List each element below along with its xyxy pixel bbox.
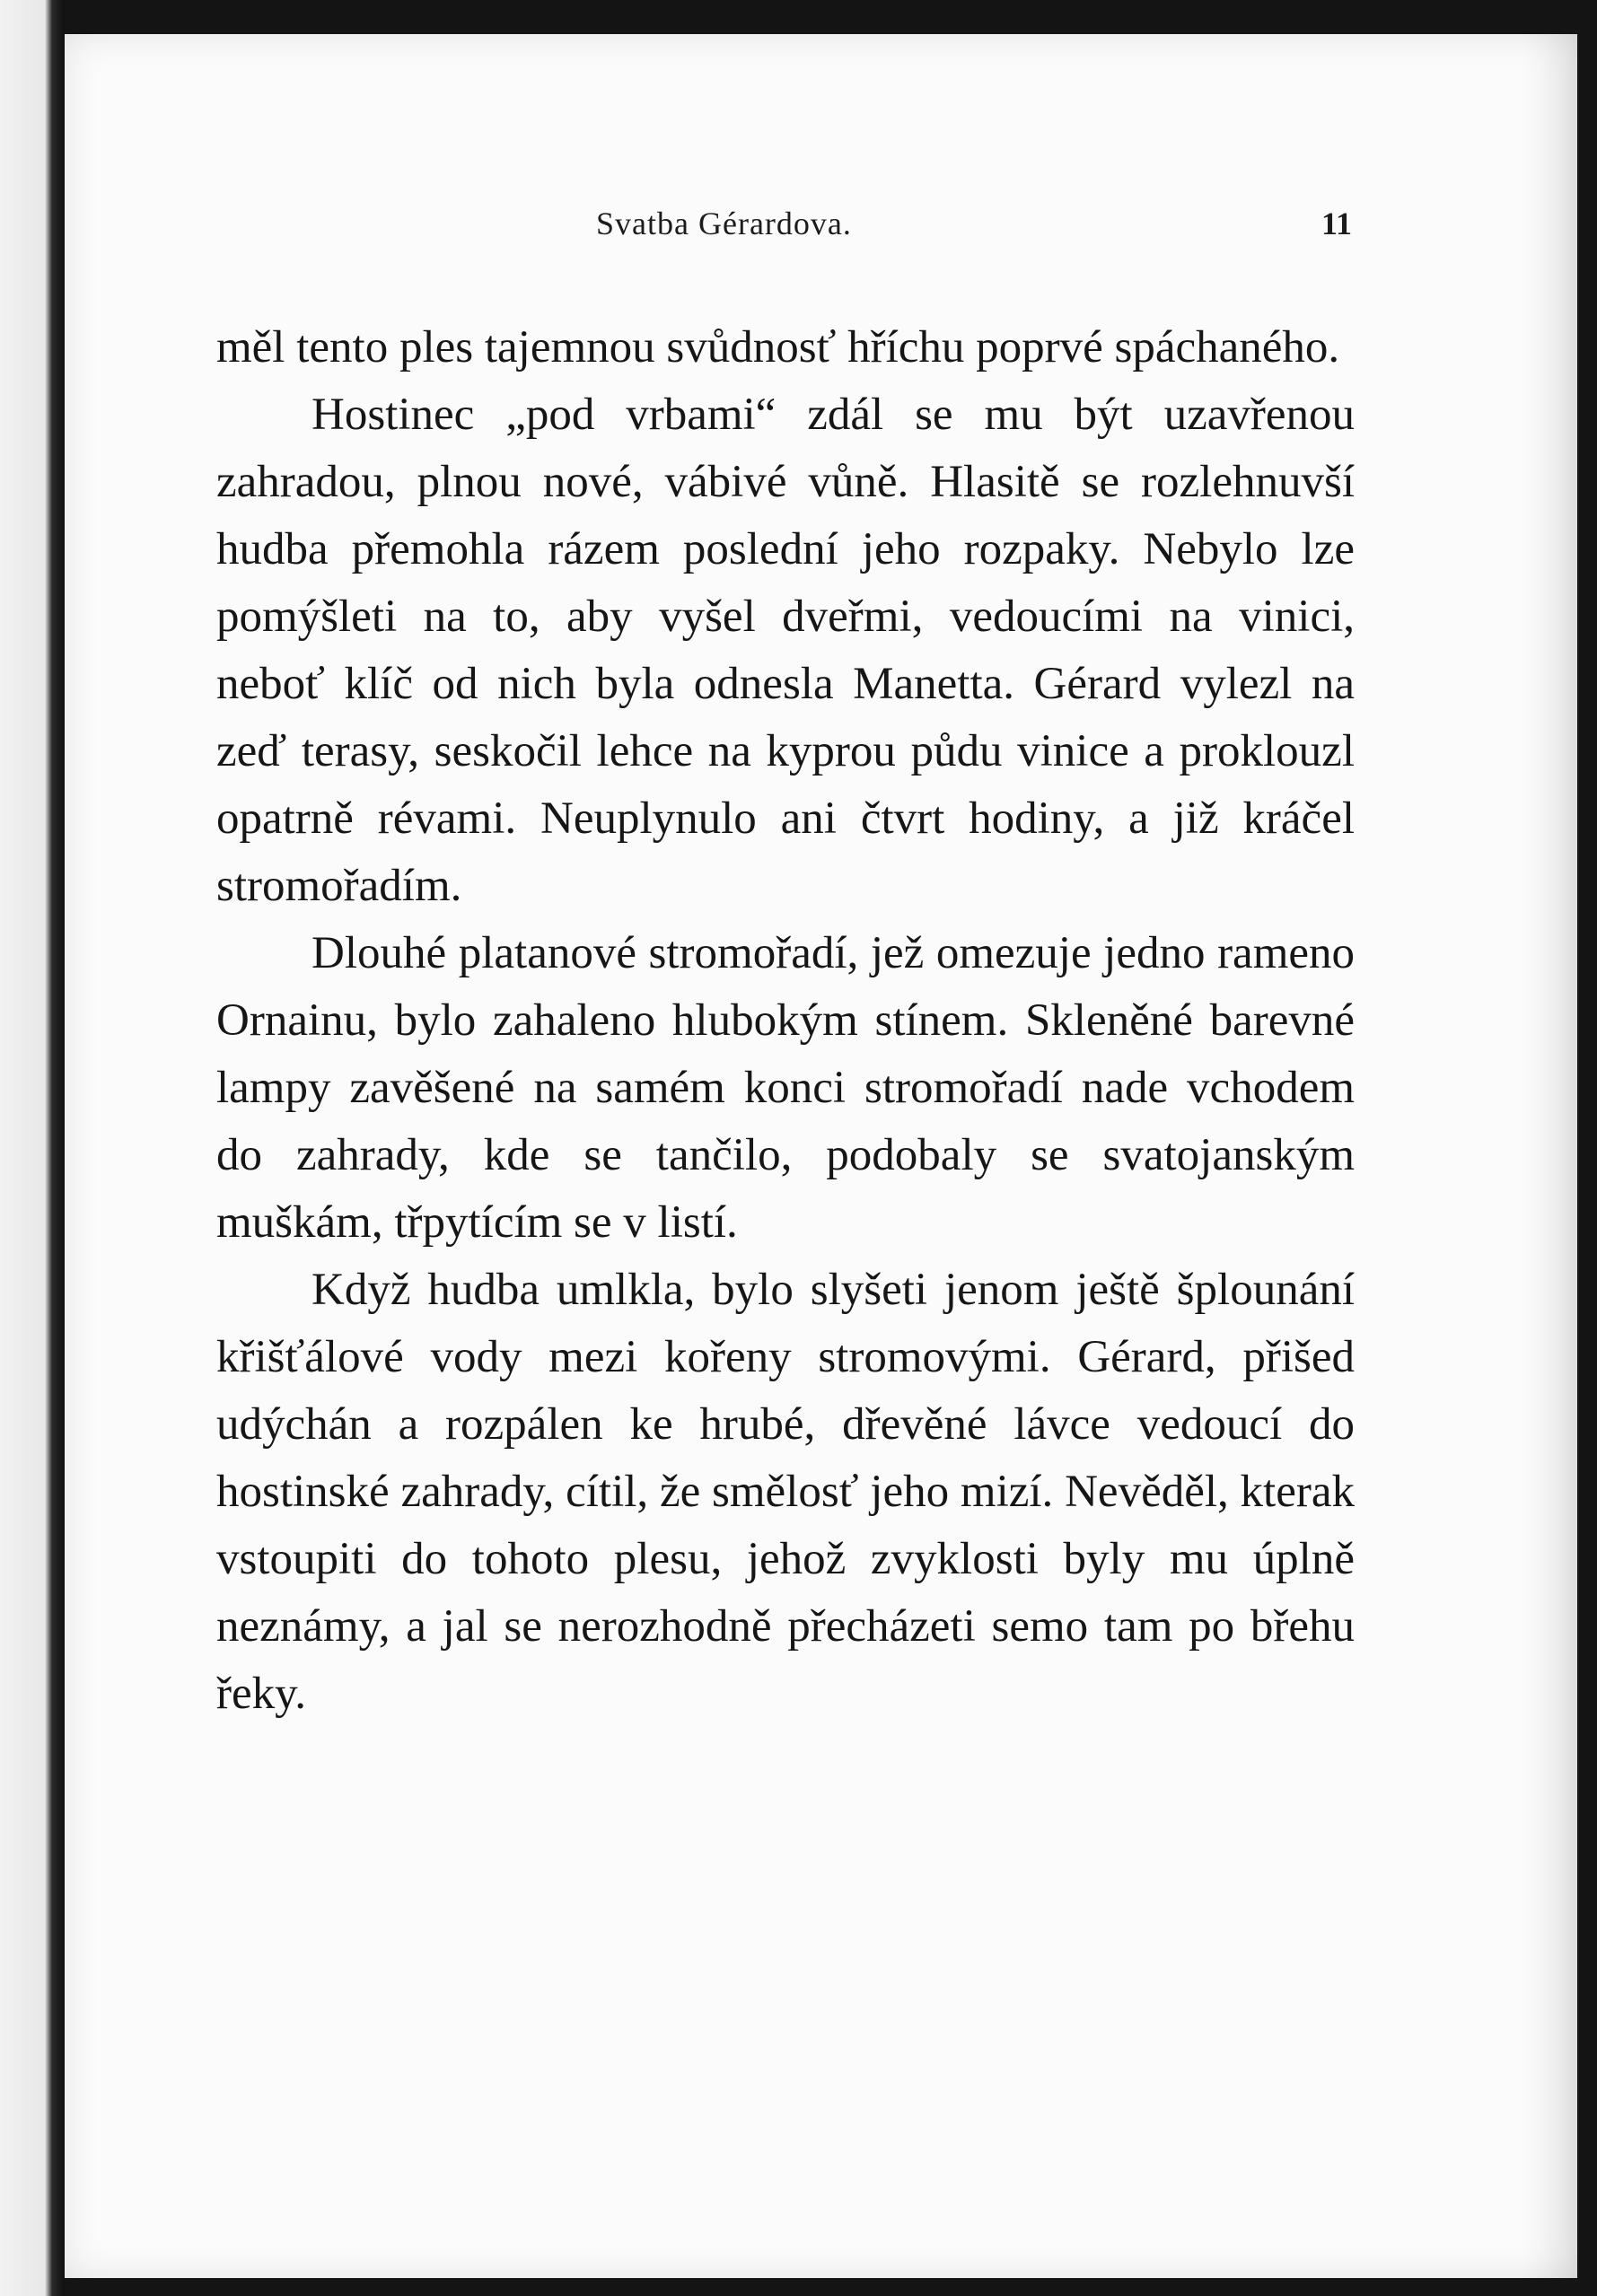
paragraph: Když hudba umlkla, bylo slyšeti jenom ještě šplounání křišťálové vody mezi kořeny stromovými. Gérard, přišed udýchán a rozpálen ke hrubé, dřevěné lávce vedoucí do hostinské zahrady, cítil, že smělosť jeho mizí. Nevěděl, kterak vstoupiti do tohoto plesu, jehož zvyklosti byly mu úplně neznámy, a jal se nerozhodně přecházeti semo tam po břehu řeky.: [216, 1265, 1355, 1719]
left-page-edge: [0, 0, 65, 2296]
page-number: 11: [1321, 206, 1352, 241]
paragraph: Dlouhé platanové stromořadí, jež omezuje jedno rameno Ornainu, bylo zahaleno hlubokým stínem. Skleněné barevné lampy zavěšené na samém konci stromořadí nade vchodem do zahrady, kde se tančilo, podobaly se svatojanským muškám, třpytícím se v listí.: [216, 928, 1355, 1248]
running-title: Svatba Gérardova.: [596, 206, 852, 241]
page-gutter-shadow: [1523, 34, 1577, 2278]
paragraph-continuation: měl tento ples tajemnou svůdnosť hříchu poprvé spáchaného.: [216, 322, 1340, 372]
page-header: [596, 205, 1352, 259]
paragraph: Hostinec „pod vrbami“ zdál se mu být uzavřenou zahradou, plnou nové, vábivé vůně. Hlasitě se rozlehnuvší hudba přemohla rázem poslední jeho rozpaky. Nebylo lze pomýšleti na to, aby vyšel dveřmi, vedoucími na vinici, neboť klíč od nich byla odnesla Manetta. Gérard vylezl na zeď terasy, seskočil lehce na kyprou půdu vinice a proklouzl opatrně révami. Neuplynulo ani čtvrt hodiny, a již kráčel stromořadím.: [216, 390, 1355, 911]
body-text: [216, 314, 1355, 1728]
